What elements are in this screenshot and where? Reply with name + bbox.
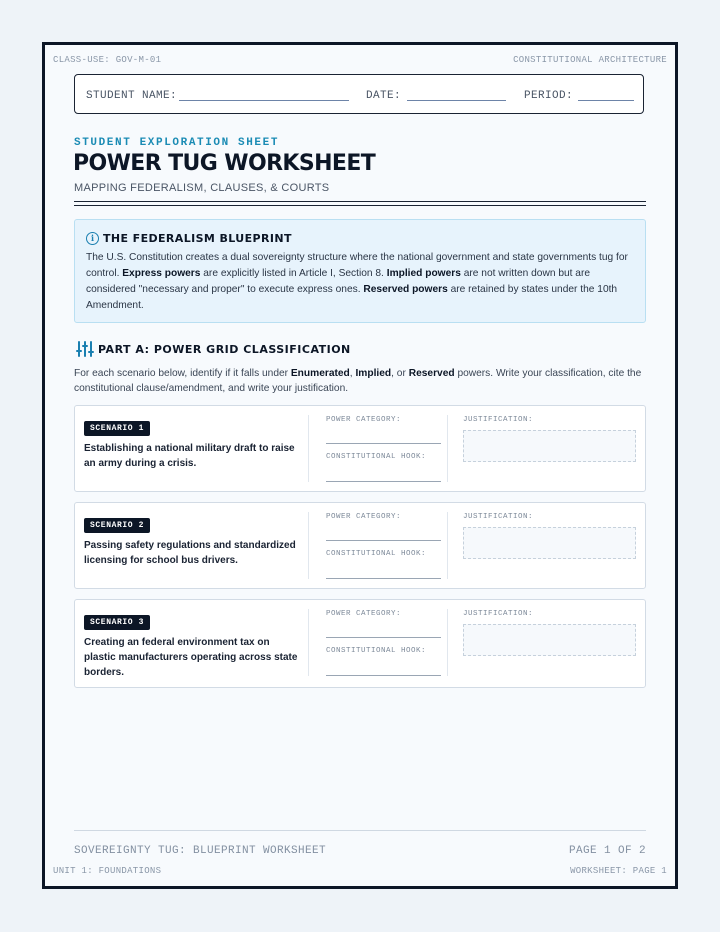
period-label: PERIOD: bbox=[524, 90, 574, 102]
worksheet-page-label: WORKSHEET: PAGE 1 bbox=[570, 866, 667, 876]
page-title: POWER TUG WORKSHEET bbox=[73, 151, 376, 176]
instructions-sep: , bbox=[349, 368, 353, 379]
term-reserved: Reserved bbox=[408, 368, 455, 379]
column-divider bbox=[308, 415, 309, 482]
info-icon: i bbox=[86, 232, 99, 245]
power-category-label: POWER CATEGORY: bbox=[326, 513, 402, 521]
blueprint-intro: The U.S. Constitution creates a dual sovereignty structure where the national government and state governments tug for control. bbox=[86, 252, 628, 279]
column-divider bbox=[447, 609, 448, 676]
part-a-instructions bbox=[74, 366, 644, 396]
power-category-field[interactable] bbox=[326, 540, 441, 541]
date-label: DATE: bbox=[366, 90, 402, 102]
justification-field[interactable] bbox=[463, 624, 636, 656]
implied-term: Implied powers bbox=[386, 268, 461, 279]
scenario-card bbox=[74, 502, 646, 589]
constitutional-hook-field[interactable] bbox=[326, 675, 441, 676]
federalism-blueprint-box bbox=[74, 219, 646, 323]
sheet-eyebrow: STUDENT EXPLORATION SHEET bbox=[74, 137, 280, 149]
column-divider bbox=[447, 415, 448, 482]
page-number: PAGE 1 OF 2 bbox=[568, 845, 646, 857]
instructions-start: For each scenario below, identify if it falls under bbox=[74, 368, 289, 379]
constitutional-hook-field[interactable] bbox=[326, 578, 441, 579]
justification-label: JUSTIFICATION: bbox=[463, 513, 534, 521]
instructions-end: powers. Write your classification, cite the constitutional clause/amendment, and write your justification. bbox=[74, 368, 642, 394]
instructions-sep: , or bbox=[391, 368, 406, 379]
scenario-text: Establishing a national military draft to raise an army during a crisis. bbox=[84, 443, 295, 469]
constitutional-hook-field[interactable] bbox=[326, 481, 441, 482]
scenario-card bbox=[74, 405, 646, 492]
column-divider bbox=[447, 512, 448, 579]
justification-label: JUSTIFICATION: bbox=[463, 416, 534, 424]
blueprint-body bbox=[86, 250, 636, 314]
justification-field[interactable] bbox=[463, 527, 636, 559]
constitutional-hook-label: CONSTITUTIONAL HOOK: bbox=[326, 647, 427, 655]
reserved-text: are retained by states under the 10th Amendment. bbox=[86, 284, 618, 311]
constitutional-hook-label: CONSTITUTIONAL HOOK: bbox=[326, 550, 427, 558]
title-rule bbox=[74, 201, 646, 202]
series-label: CONSTITUTIONAL ARCHITECTURE bbox=[513, 55, 667, 65]
student-name-label: STUDENT NAME: bbox=[86, 90, 178, 102]
scenario-card bbox=[74, 599, 646, 688]
constitutional-hook-label: CONSTITUTIONAL HOOK: bbox=[326, 453, 427, 461]
blueprint-title: THE FEDERALISM BLUEPRINT bbox=[103, 232, 292, 245]
student-info-bar bbox=[74, 74, 644, 114]
footer-rule bbox=[74, 830, 646, 831]
worksheet-page bbox=[42, 42, 678, 889]
power-category-label: POWER CATEGORY: bbox=[326, 610, 402, 618]
page-subtitle: MAPPING FEDERALISM, CLAUSES, & COURTS bbox=[74, 182, 330, 194]
reserved-term: Reserved powers bbox=[363, 284, 448, 295]
power-category-label: POWER CATEGORY: bbox=[326, 416, 402, 424]
scenario-badge: SCENARIO 2 bbox=[84, 518, 150, 533]
scenario-badge: SCENARIO 1 bbox=[84, 421, 150, 436]
student-name-field[interactable] bbox=[179, 100, 349, 101]
power-category-field[interactable] bbox=[326, 443, 441, 444]
scenario-text: Creating an federal environment tax on plastic manufacturers operating across state borders. bbox=[84, 637, 298, 678]
term-implied: Implied bbox=[355, 368, 392, 379]
column-divider bbox=[308, 512, 309, 579]
unit-label: UNIT 1: FOUNDATIONS bbox=[53, 866, 162, 876]
power-category-field[interactable] bbox=[326, 637, 441, 638]
date-field[interactable] bbox=[407, 100, 506, 101]
footer-title: SOVEREIGNTY TUG: BLUEPRINT WORKSHEET bbox=[74, 845, 327, 857]
title-rule-thin bbox=[74, 205, 646, 206]
term-enumerated: Enumerated bbox=[290, 368, 350, 379]
scenario-text: Passing safety regulations and standardized licensing for school bus drivers. bbox=[84, 540, 296, 566]
class-code: CLASS-USE: GOV-M-01 bbox=[53, 55, 162, 65]
justification-field[interactable] bbox=[463, 430, 636, 462]
column-divider bbox=[308, 609, 309, 676]
justification-label: JUSTIFICATION: bbox=[463, 610, 534, 618]
implied-text: are not written down but are considered "necessary and proper" to execute express ones. bbox=[86, 268, 591, 295]
sliders-icon bbox=[76, 340, 94, 358]
express-text: are explicitly listed in Article I, Section 8. bbox=[203, 268, 384, 279]
scenario-badge: SCENARIO 3 bbox=[84, 615, 150, 630]
express-term: Express powers bbox=[122, 268, 201, 279]
period-field[interactable] bbox=[578, 100, 634, 101]
part-a-title: PART A: POWER GRID CLASSIFICATION bbox=[98, 343, 351, 356]
